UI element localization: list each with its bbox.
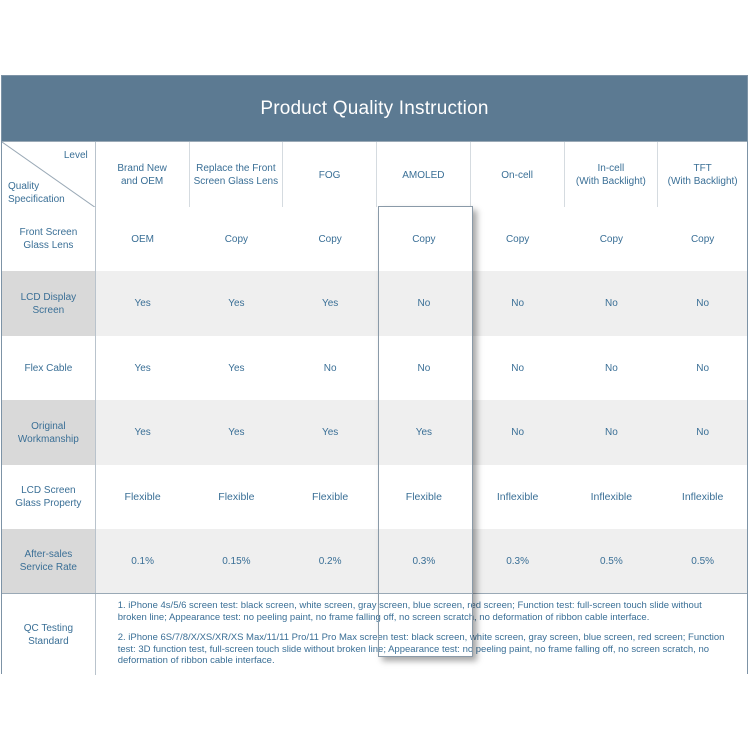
table-cell: OEM	[131, 233, 155, 245]
table-cell: Copy	[505, 233, 530, 245]
table-cell: No	[696, 298, 710, 309]
table-row	[2, 529, 747, 593]
table-cell: 0.3%	[412, 555, 436, 567]
column-header-brand-new: Brand New and OEM	[96, 142, 190, 208]
row-label: Front Screen Glass Lens	[2, 207, 96, 271]
qc-standard-text	[96, 594, 747, 675]
quality-specification-label: Quality Specification	[8, 181, 65, 205]
table-cell: Yes	[134, 427, 151, 438]
row-label: LCD Display Screen	[2, 271, 96, 336]
table-cell: 0.15%	[222, 555, 251, 567]
table-cell: No	[604, 298, 618, 309]
table-cell: Flexible	[218, 490, 255, 503]
table-cell: Yes	[134, 298, 151, 309]
table-cell: No	[604, 427, 618, 438]
table-cell: Copy	[224, 233, 249, 245]
table-cell: No	[511, 298, 525, 309]
table-cell: No	[511, 362, 525, 374]
table-cell: Copy	[318, 233, 342, 245]
table-cell: Flexible	[124, 490, 161, 503]
table-cell: Yes	[134, 362, 151, 374]
table-cell: No	[696, 427, 710, 438]
corner-header-cell	[2, 142, 96, 208]
table-cell: No	[696, 362, 710, 374]
table-cell: Copy	[412, 233, 436, 245]
row-label: After-sales Service Rate	[2, 529, 96, 593]
table-cell: Inflexible	[590, 490, 633, 503]
column-header-in-cell: In-cell (With Backlight)	[565, 142, 659, 208]
table-row	[2, 271, 747, 336]
qc-testing-row	[2, 593, 747, 675]
table-cell: Copy	[599, 233, 624, 245]
qc-item: 1. iPhone 4s/5/6 screen test: black screen, white screen, gray screen, blue screen, red screen; Function test: full-screen touch slide without broken line; Appearance test: no peeling paint, no frame falling off, no screen scratch, no deformation of ribbon cable interface.	[117, 600, 702, 623]
table-cell: 0.5%	[691, 555, 715, 567]
table-cell: 0.3%	[506, 555, 530, 567]
row-label: Flex Cable	[2, 336, 96, 400]
table-cell: No	[417, 362, 431, 374]
table-cell: Yes	[321, 427, 339, 438]
table-cell: Flexible	[312, 490, 349, 503]
table-cell: No	[511, 427, 525, 438]
page-title: Product Quality Instruction	[2, 76, 747, 141]
table-row	[2, 400, 747, 465]
table-cell: Flexible	[405, 490, 442, 503]
level-label: Level	[63, 150, 88, 161]
table-cell: Yes	[321, 298, 339, 309]
table-cell: 0.1%	[131, 555, 155, 567]
table-cell: 0.5%	[599, 555, 623, 567]
table-row	[2, 336, 747, 400]
table-cell: Yes	[228, 427, 245, 438]
table-cell: Inflexible	[681, 490, 724, 503]
table-cell: No	[604, 362, 618, 374]
table-cell: Inflexible	[496, 490, 539, 503]
table-cell: No	[323, 362, 337, 374]
row-label: LCD Screen Glass Property	[2, 465, 96, 529]
table-cell: 0.2%	[318, 555, 342, 567]
column-header-on-cell: On-cell	[471, 142, 565, 208]
table-cell: Yes	[228, 362, 245, 374]
table-row	[2, 207, 747, 271]
column-header-tft: TFT (With Backlight)	[667, 163, 738, 187]
column-header-amoled: AMOLED	[377, 142, 471, 208]
row-label: QC Testing Standard	[2, 594, 96, 675]
table-cell: Copy	[690, 233, 715, 245]
quality-table-frame	[1, 75, 748, 674]
qc-item: 2. iPhone 6S/7/8/X/XS/XR/XS Max/11/11 Pro/11 Pro Max screen test: black screen, white screen, gray screen, blue screen, red screen; Function test: 3D function test, full-screen touch slide without broken line; Appearance test: no peeling paint, no frame falling off, no screen scratch, no deformation of ribbon cable interface.	[117, 632, 725, 666]
quality-table	[2, 141, 747, 674]
table-header-row	[2, 141, 747, 208]
table-cell: No	[417, 298, 431, 309]
column-header-fog: FOG	[283, 142, 377, 208]
column-header-replace-glass: Replace the Front Screen Glass Lens	[190, 142, 284, 208]
table-cell: Yes	[228, 298, 245, 309]
table-row	[2, 465, 747, 529]
row-label: Original Workmanship	[2, 400, 96, 465]
table-cell: Yes	[415, 427, 433, 438]
